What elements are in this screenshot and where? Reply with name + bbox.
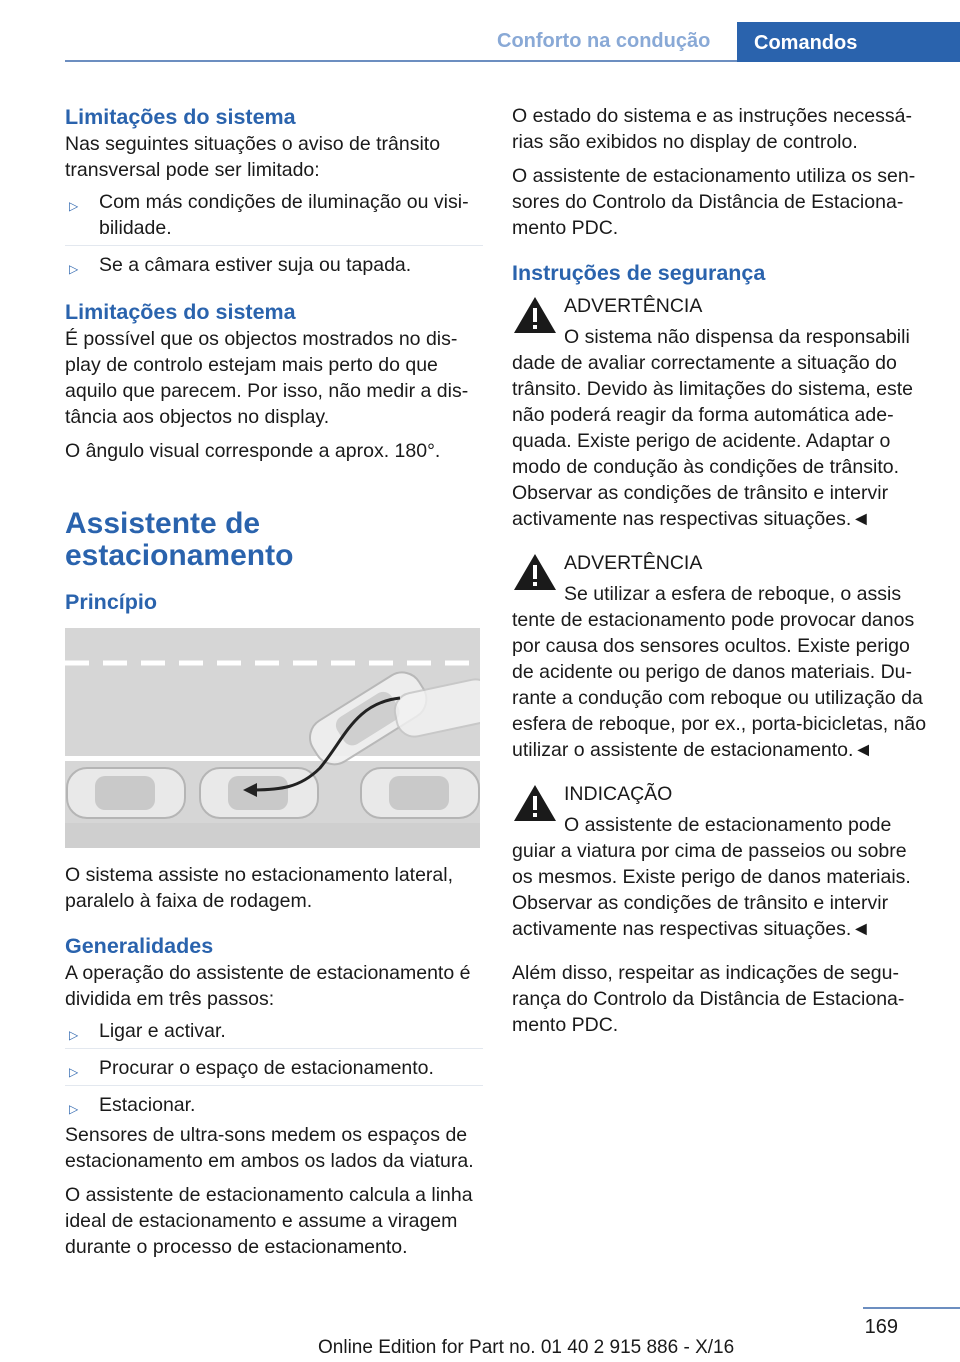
notice-text: O assistente de estacionamento pode xyxy=(564,814,892,836)
bullet-list xyxy=(65,189,483,282)
warning-title: ADVERTÊNCIA xyxy=(564,552,703,574)
parking-diagram-svg xyxy=(65,628,480,848)
bullet-triangle-icon: ▷ xyxy=(69,1065,79,1079)
bullet-triangle-icon: ▷ xyxy=(69,1028,79,1042)
notice-block xyxy=(512,781,932,942)
parked-car-icon xyxy=(67,768,185,818)
paragraph: O estado do sistema e as instruções necessárias são exibidos no display de controlo. xyxy=(512,105,912,153)
list-item: ▷ Com más condições de iluminação ou visibilidade. xyxy=(65,189,483,246)
heading-general: Generalidades xyxy=(65,934,214,958)
bullet-triangle-icon: ▷ xyxy=(69,199,79,213)
heading-principle: Princípio xyxy=(65,590,157,614)
warning-text: dade de avaliar correctamente a situação do trânsito. Devido às limitações do sistema, este não poderá reagir da forma automática adequada. Existe perigo de acidente. Adaptar o modo de condução às condições de trânsito. Observar as condições de trânsito e intervir activamente nas respectivas situações.◄ xyxy=(512,352,914,530)
paragraph: A operação do assistente de estacionamento é dividida em três passos: xyxy=(65,962,471,1010)
paragraph: O assistente de estacionamento utiliza os sensores do Controlo da Distância de Estacionamento PDC. xyxy=(512,165,916,239)
heading-system-limits-2: Limitações do sistema xyxy=(65,300,296,324)
list-item: ▷ Se a câmara estiver suja ou tapada. xyxy=(65,252,483,282)
chapter-title: Assistente de estacionamento xyxy=(65,507,294,572)
warning-text: tente de estacionamento pode provocar danos por causa dos sensores ocultos. Existe perigo de acidente ou perigo de danos materiais. Durante a condução com reboque ou utilização da esfera de reboque, por ex., porta-bicicletas, não utilizar o assistente de estacionamento.◄ xyxy=(512,609,927,761)
warning-text: O sistema não dispensa da responsabili xyxy=(564,326,910,348)
page-number: 169 xyxy=(864,1316,898,1338)
paragraph: Sensores de ultra-sons medem os espaços de estacionamento em ambos os lados da viatura. xyxy=(65,1124,474,1172)
notice-title: INDICAÇÃO xyxy=(564,783,673,805)
warning-title: ADVERTÊNCIA xyxy=(564,295,703,317)
parking-illustration xyxy=(65,628,480,848)
header-chapter-tab: Comandos xyxy=(737,22,960,62)
header-section-title: Conforto na condução xyxy=(497,30,711,52)
paragraph: Nas seguintes situações o aviso de trânsito transversal pode ser limitado: xyxy=(65,133,441,181)
footer-edition: Online Edition for Part no. 01 40 2 915 886 - X/16 xyxy=(318,1337,735,1358)
heading-system-limits-1: Limitações do sistema xyxy=(65,105,296,129)
list-item: ▷ Estacionar. xyxy=(65,1092,483,1122)
notice-text: guiar a viatura por cima de passeios ou sobre os mesmos. Existe perigo de danos materiais. Observar as condições de trânsito e intervir activamente nas respectivas situações.◄ xyxy=(512,840,911,940)
warning-text: Se utilizar a esfera de reboque, o assis xyxy=(564,583,902,605)
heading-safety-instructions: Instruções de segurança xyxy=(512,261,766,285)
paragraph: É possível que os objectos mostrados no display de controlo estejam mais perto do que aquilo que parecem. Por isso, não medir a distância aos objectos no display. xyxy=(65,328,469,428)
bullet-triangle-icon: ▷ xyxy=(69,262,79,276)
paragraph: Além disso, respeitar as indicações de segurança do Controlo da Distância de Estacionamento PDC. xyxy=(512,962,905,1036)
paragraph: O ângulo visual corresponde a aprox. 180°. xyxy=(65,440,441,462)
list-item: ▷ Procurar o espaço de estacionamento. xyxy=(65,1055,483,1086)
footer-rule xyxy=(863,1307,960,1309)
warning-block xyxy=(512,293,932,532)
paragraph: O assistente de estacionamento calcula a linha ideal de estacionamento e assume a viragem durante o processo de estacionamento. xyxy=(65,1184,473,1258)
parked-car-icon xyxy=(361,768,479,818)
paragraph: O sistema assiste no estacionamento lateral, paralelo à faixa de rodagem. xyxy=(65,864,454,912)
right-column xyxy=(512,103,932,1038)
warning-triangle-icon xyxy=(512,552,558,592)
bullet-list xyxy=(65,1018,483,1122)
warning-block xyxy=(512,550,932,763)
left-column xyxy=(65,103,483,1260)
bullet-triangle-icon: ▷ xyxy=(69,1102,79,1116)
parked-car-icon xyxy=(200,768,318,818)
notice-triangle-icon xyxy=(512,783,558,823)
warning-triangle-icon xyxy=(512,295,558,335)
list-item: ▷ Ligar e activar. xyxy=(65,1018,483,1049)
